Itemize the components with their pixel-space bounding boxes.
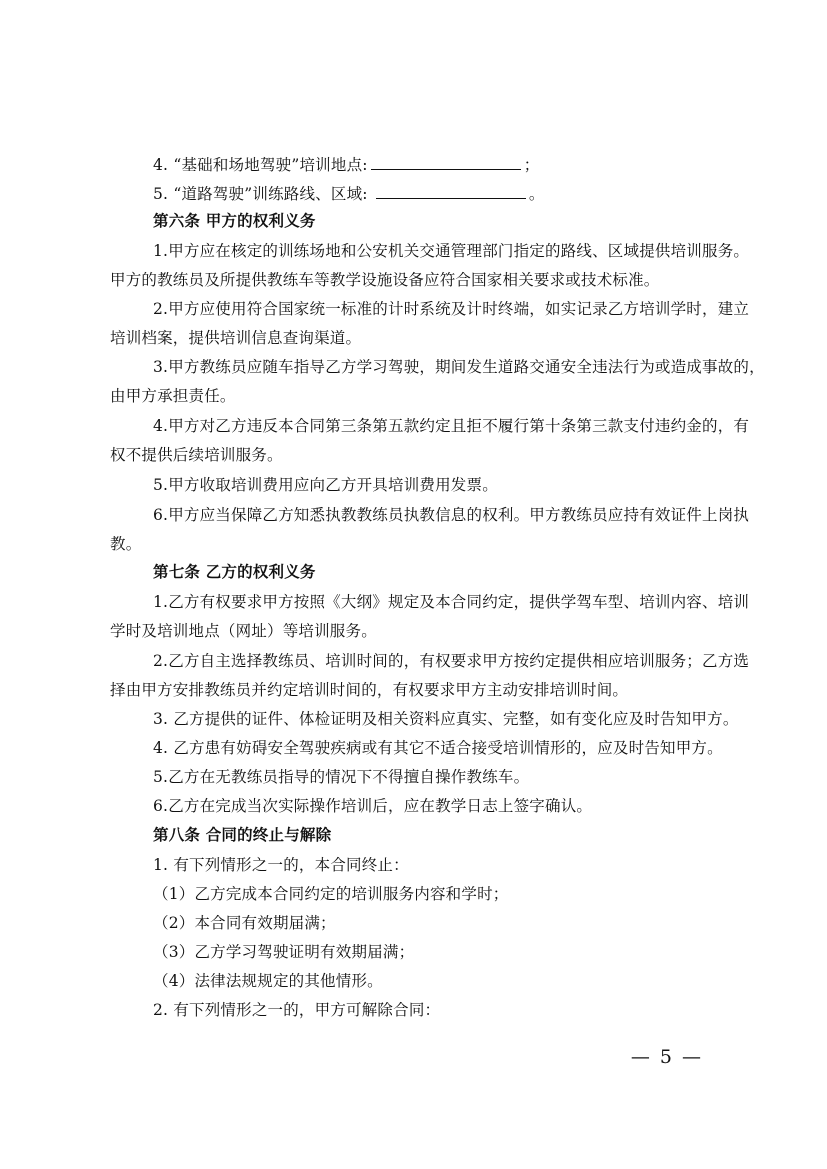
article-6-p6-line2: 教。 — [110, 535, 142, 553]
article-7-p2-line2: 择由甲方安排教练员并约定培训时间的，有权要求甲方主动安排培训时间。 — [110, 681, 629, 699]
item-5-label: 5. “道路驾驶”训练路线、区域: — [153, 185, 373, 203]
fill-blank[interactable] — [371, 155, 521, 170]
article-8-heading: 第八条 合同的终止与解除 — [153, 825, 332, 844]
article-6-p3-line1: 3.甲方教练员应随车指导乙方学习驾驶，期间发生道路交通安全违法行为或造成事故的， — [153, 358, 765, 376]
article-8-p2: 2. 有下列情形之一的，甲方可解除合同： — [153, 1001, 441, 1019]
article-6-p6-line1: 6.甲方应当保障乙方知悉执教教练员执教信息的权利。甲方教练员应持有效证件上岗执 — [153, 506, 750, 524]
article-7-p6: 6.乙方在完成当次实际操作培训后，应在教学日志上签字确认。 — [153, 797, 593, 815]
article-7-p5: 5.乙方在无教练员指导的情况下不得擅自操作教练车。 — [153, 768, 530, 786]
article-6-p4-line1: 4.甲方对乙方违反本合同第三条第五款约定且拒不履行第十条第三款支付违约金的，有 — [153, 417, 750, 435]
article-8-item-1: （1）乙方完成本合同约定的培训服务内容和学时； — [153, 885, 509, 903]
fill-blank[interactable] — [376, 184, 526, 199]
article-6-p1-line2: 甲方的教练员及所提供教练车等教学设施设备应符合国家相关要求或技术标准。 — [110, 271, 660, 289]
article-7-p4: 4. 乙方患有妨碍安全驾驶疾病或有其它不适合接受培训情形的，应及时告知甲方。 — [153, 739, 723, 757]
article-8-item-4: （4）法律法规规定的其他情形。 — [153, 972, 383, 990]
item-5-road-route: 5. “道路驾驶”训练路线、区域: 。 — [153, 185, 545, 203]
article-8-p1: 1. 有下列情形之一的，本合同终止： — [153, 856, 409, 874]
article-8-item-2: （2）本合同有效期届满； — [153, 914, 336, 932]
article-8-item-3: （3）乙方学习驾驶证明有效期届满； — [153, 943, 415, 961]
article-6-p1-line1: 1.甲方应在核定的训练场地和公安机关交通管理部门指定的路线、区域提供培训服务。 — [153, 242, 750, 260]
page-number: — 5 — — [630, 1046, 703, 1068]
article-7-p1-line2: 学时及培训地点（网址）等培训服务。 — [110, 622, 377, 640]
article-6-heading: 第六条 甲方的权利义务 — [153, 211, 316, 230]
article-7-p2-line1: 2.乙方自主选择教练员、培训时间的，有权要求甲方按约定提供相应培训服务；乙方选 — [153, 652, 750, 670]
article-7-p3: 3. 乙方提供的证件、体检证明及相关资料应真实、完整，如有变化应及时告知甲方。 — [153, 710, 739, 728]
item-4-training-location: 4. “基础和场地驾驶”培训地点: ； — [153, 156, 540, 174]
article-6-p5: 5.甲方收取培训费用应向乙方开具培训费用发票。 — [153, 476, 498, 494]
article-6-p2-line2: 培训档案，提供培训信息查询渠道。 — [110, 329, 362, 347]
article-7-p1-line1: 1.乙方有权要求甲方按照《大纲》规定及本合同约定，提供学驾车型、培训内容、培训 — [153, 593, 750, 611]
article-7-heading: 第七条 乙方的权利义务 — [153, 562, 316, 581]
article-6-p2-line1: 2.甲方应使用符合国家统一标准的计时系统及计时终端，如实记录乙方培训学时，建立 — [153, 300, 750, 318]
article-6-p4-line2: 权不提供后续培训服务。 — [110, 446, 283, 464]
article-6-p3-line2: 由甲方承担责任。 — [110, 387, 236, 405]
item-4-label: 4. “基础和场地驾驶”培训地点: — [153, 156, 368, 174]
